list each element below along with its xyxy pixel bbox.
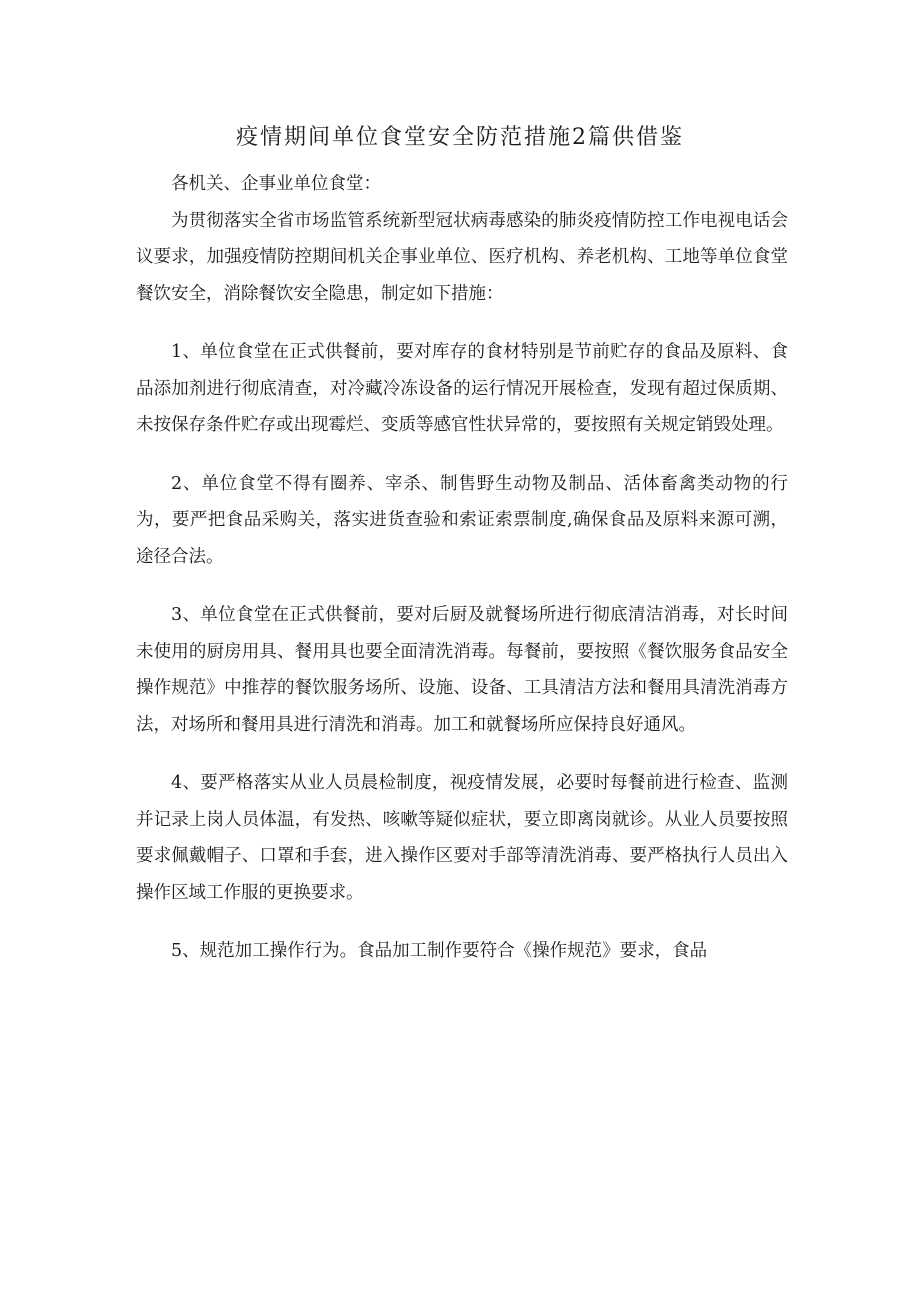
paragraph-item-2: 2、单位食堂不得有圈养、宰杀、制售野生动物及制品、活体畜禽类动物的行为，要严把食品采购关，落实进货查验和索证索票制度,确保食品及原料来源可溯，途径合法。	[136, 473, 788, 567]
salutation: 各机关、企事业单位食堂：	[171, 174, 381, 194]
document-title: 疫情期间单位食堂安全防范措施2篇供借鉴	[236, 125, 684, 150]
paragraph-item-4: 4、要严格落实从业人员晨检制度，视疫情发展，必要时每餐前进行检查、监测并记录上岗人员体温，有发热、咳嗽等疑似症状，要立即离岗就诊。从业人员要按照要求佩戴帽子、口罩和手套，进入操作区要对手部等清洗消毒、要严格执行人员出入操作区域工作服的更换要求。	[136, 773, 788, 903]
document-body	[136, 166, 788, 992]
paragraph-intro: 为贯彻落实全省市场监管系统新型冠状病毒感染的肺炎疫情防控工作电视电话会议要求，加强疫情防控期间机关企事业单位、医疗机构、养老机构、工地等单位食堂餐饮安全，消除餐饮安全隐患，制定如下措施：	[136, 210, 788, 304]
paragraph-item-1: 1、单位食堂在正式供餐前，要对库存的食材特别是节前贮存的食品及原料、食品添加剂进行彻底清查，对冷藏冷冻设备的运行情况开展检查，发现有超过保质期、未按保存条件贮存或出现霉烂、变质等感官性状异常的，要按照有关规定销毁处理。	[136, 342, 788, 436]
paragraph-item-3: 3、单位食堂在正式供餐前，要对后厨及就餐场所进行彻底清洁消毒，对长时间未使用的厨房用具、餐用具也要全面清洗消毒。每餐前，要按照《餐饮服务食品安全操作规范》中推荐的餐饮服务场所、设施、设备、工具清洁方法和餐用具清洗消毒方法，对场所和餐用具进行清洗和消毒。加工和就餐场所应保持良好通风。	[136, 605, 788, 735]
paragraph-item-5: 5、规范加工操作行为。食品加工制作要符合《操作规范》要求，食品	[171, 941, 708, 962]
